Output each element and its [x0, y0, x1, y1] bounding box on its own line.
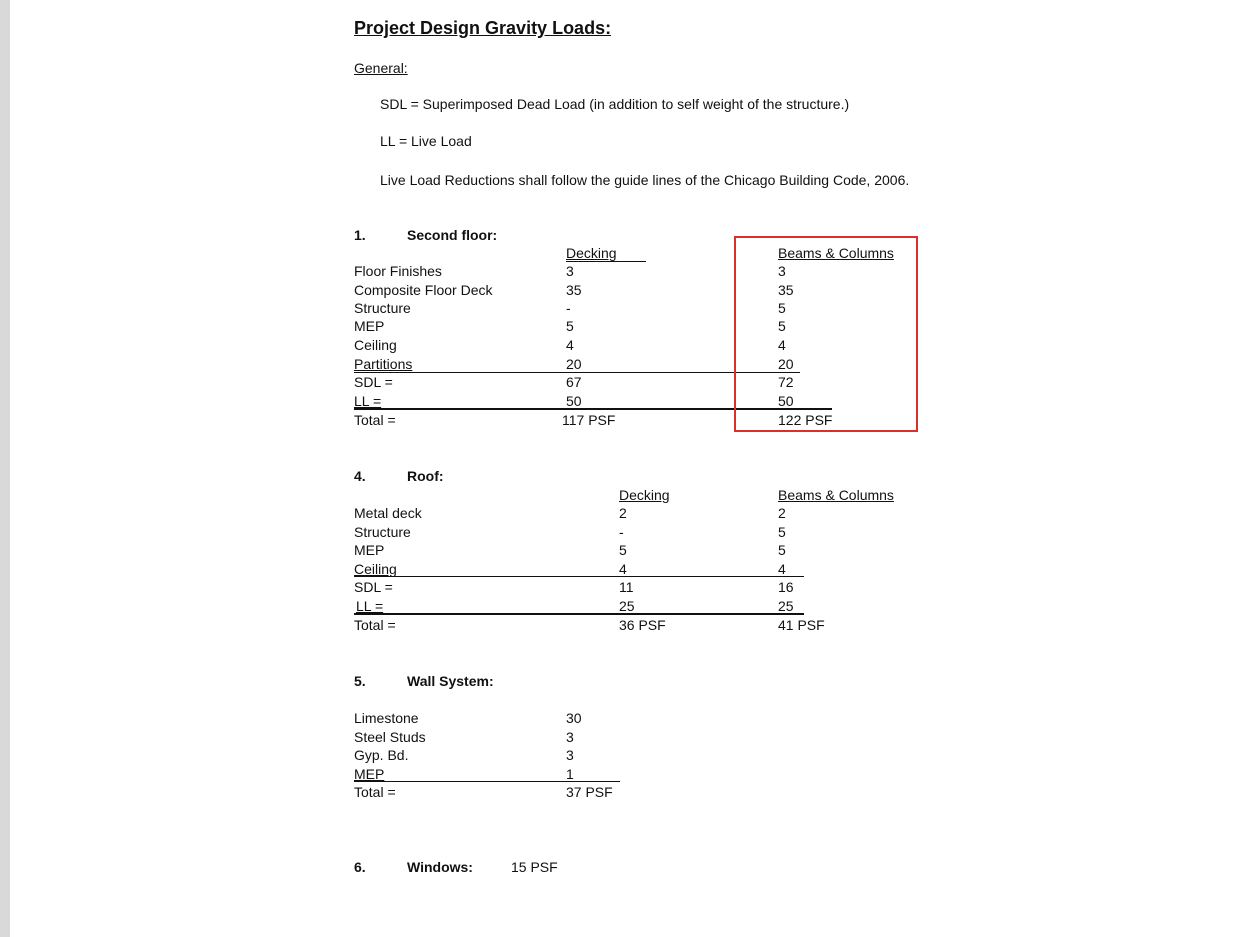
decking-value: 25 — [619, 598, 635, 614]
decking-value: 50 — [566, 393, 582, 409]
section-number: 5. — [354, 673, 366, 689]
decking-value: 4 — [619, 561, 627, 577]
decking-value: 4 — [566, 337, 574, 353]
section-number: 4. — [354, 468, 366, 484]
beams-value: 4 — [778, 337, 786, 353]
beams-value: 3 — [778, 263, 786, 279]
row-label: Partitions — [354, 356, 413, 372]
header-underline — [566, 261, 646, 262]
note-ll: LL = Live Load — [380, 133, 472, 149]
beams-value: 5 — [778, 542, 786, 558]
wall-total: 37 PSF — [566, 784, 613, 800]
decking-value: 11 — [619, 579, 634, 595]
row-label: MEP — [354, 542, 385, 558]
decking-value: 35 — [566, 282, 582, 298]
beams-value: 20 — [778, 356, 794, 372]
decking-total: 36 PSF — [619, 617, 666, 633]
row-label: SDL = — [354, 374, 393, 390]
beams-value: 2 — [778, 505, 786, 521]
row-label: Structure — [354, 300, 411, 316]
page-title: Project Design Gravity Loads: — [354, 18, 612, 38]
row-label: MEP — [354, 766, 385, 782]
row-label: Limestone — [354, 710, 419, 726]
beams-value: 5 — [778, 524, 786, 540]
note-sdl: SDL = Superimposed Dead Load (in addition to self weight of the structure.) — [380, 96, 850, 112]
row-label: Metal deck — [354, 505, 422, 521]
row-label: Total = — [354, 784, 396, 800]
beams-total: 41 PSF — [778, 617, 825, 633]
row-label: Ceiling — [354, 561, 397, 577]
beams-value: 25 — [778, 598, 794, 614]
beams-value: 5 — [778, 300, 786, 316]
row-label: Gyp. Bd. — [354, 747, 409, 763]
section-number: 1. — [354, 227, 366, 243]
section-title: Wall System: — [407, 673, 494, 689]
row-label: Ceiling — [354, 337, 397, 353]
row-label: Structure — [354, 524, 411, 540]
decking-total: 117 PSF — [562, 412, 616, 428]
general-heading: General: — [354, 60, 408, 76]
decking-value: 20 — [566, 356, 582, 372]
wall-value: 1 — [566, 766, 574, 782]
total-rule — [354, 781, 620, 782]
row-label: Steel Studs — [354, 729, 426, 745]
row-label: SDL = — [354, 579, 393, 595]
highlight-box — [734, 236, 918, 432]
subtotal-rule — [354, 576, 804, 577]
total-rule — [354, 613, 804, 615]
beams-value: 5 — [778, 318, 786, 334]
beams-value: 72 — [778, 374, 794, 390]
row-label: Total = — [354, 617, 396, 633]
beams-value: 35 — [778, 282, 794, 298]
decking-value: 2 — [619, 505, 627, 521]
row-label: MEP — [354, 318, 385, 334]
column-header-beams: Beams & Columns — [778, 487, 894, 503]
row-label: Floor Finishes — [354, 263, 442, 279]
beams-value: 4 — [778, 561, 786, 577]
column-header-beams: Beams & Columns — [778, 245, 894, 261]
windows-value: 15 PSF — [511, 859, 558, 875]
beams-total: 122 PSF — [778, 412, 833, 428]
row-label: LL = — [354, 393, 382, 409]
section-number: 6. — [354, 859, 366, 875]
beams-value: 16 — [778, 579, 794, 595]
row-label: Composite Floor Deck — [354, 282, 493, 298]
decking-value: - — [619, 524, 624, 540]
decking-value: 5 — [566, 318, 574, 334]
section-title: Roof: — [407, 468, 444, 484]
decking-value: - — [566, 300, 571, 316]
wall-value: 30 — [566, 710, 582, 726]
column-header-decking: Decking — [619, 487, 670, 503]
wall-value: 3 — [566, 747, 574, 763]
decking-value: 3 — [566, 263, 574, 279]
wall-value: 3 — [566, 729, 574, 745]
row-label: LL = — [356, 598, 384, 614]
decking-value: 5 — [619, 542, 627, 558]
section-title: Second floor: — [407, 227, 498, 243]
note-reductions: Live Load Reductions shall follow the guide lines of the Chicago Building Code, 2006. — [380, 172, 910, 188]
column-header-decking: Decking — [566, 245, 617, 261]
section-title: Windows: — [407, 859, 473, 875]
decking-value: 67 — [566, 374, 582, 390]
row-label: Total = — [354, 412, 396, 428]
beams-value: 50 — [778, 393, 794, 409]
